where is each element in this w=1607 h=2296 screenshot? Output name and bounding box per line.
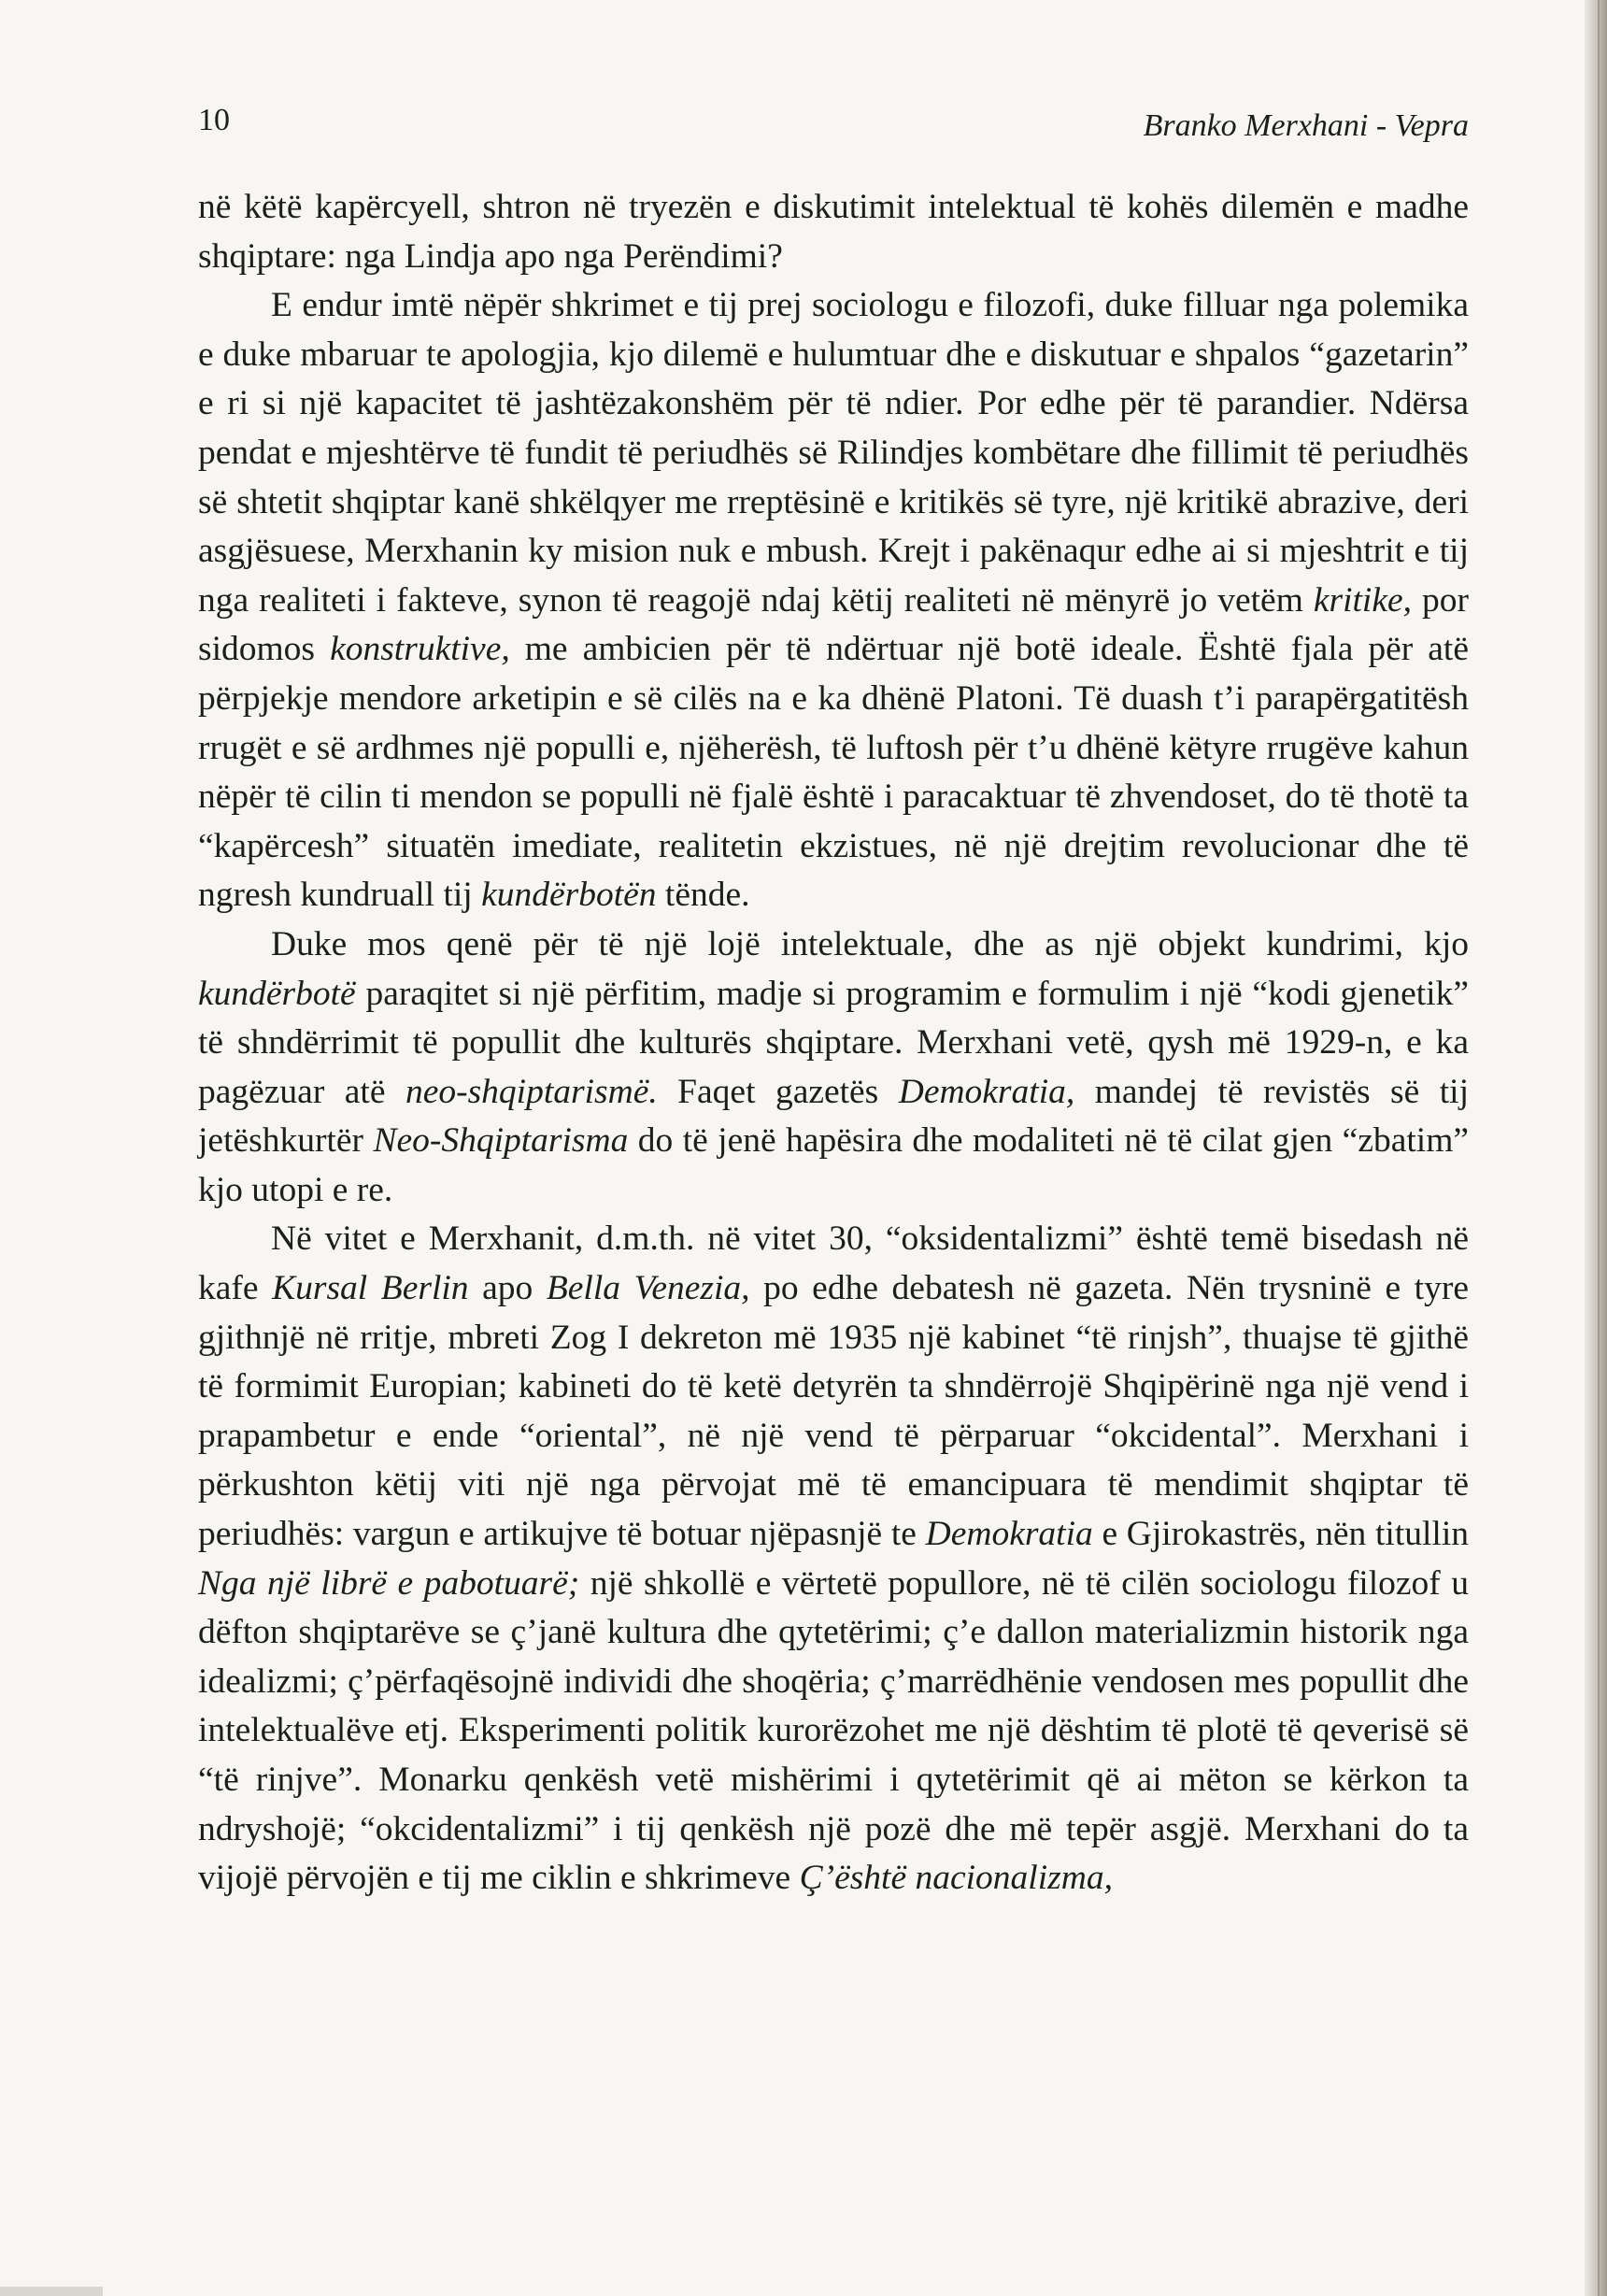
paragraph-2: [198, 281, 1469, 920]
paragraph-3-text-e: Faqet gazetës: [657, 1072, 899, 1111]
paragraph-3-italic-kunderbote: kundërbotë: [198, 974, 356, 1013]
paragraph-4: [198, 1215, 1469, 1903]
paragraph-4-text-c: apo: [468, 1269, 547, 1308]
page-number: 10: [198, 103, 230, 137]
paragraph-4-italic-kursal-berlin: Kursal Berlin: [272, 1269, 469, 1308]
paragraph-2-text-g: tënde.: [656, 876, 750, 915]
paragraph-2-text-c: por sidomos: [198, 580, 1469, 669]
paragraph-4-italic-demokratia: Demokratia: [925, 1515, 1093, 1554]
paragraph-3: [198, 920, 1469, 1216]
paragraph-2-italic-kunderboten: kundërbotën: [481, 876, 657, 915]
paragraph-2-text-a: E endur imtë nëpër shkrimet e tij prej sociologu e filozofi, duke filluar nga polemika e duke mbaruar te apologjia, kjo dilemë e hulumtuar dhe e diskutuar e shpalos “gazetarin” e ri si një kapacitet të jashtëzakonshëm për të ndier. Por edhe për të parandier. Ndërsa pendat e mjeshtërve të fundit të periudhës së Rilindjes kombëtare dhe fillimit të periudhës së shtetit shqiptar kanë shkëlqyer me rreptësinë e kritikës së tyre, një kritikë abrazive, deri asgjësuese, Merxhanin ky mision nuk e mbush. Krejt i pakënaqur edhe ai si mjeshtrit e tij nga realiteti i fakteve, synon të reagojë ndaj këtij realiteti në mënyrë jo vetëm: [198, 286, 1469, 620]
paragraph-2-italic-kritike: kritike,: [1313, 580, 1413, 620]
paragraph-3-text-i: do të jenë hapësira dhe modaliteti në të cilat gjen “zbatim” kjo utopi e re.: [198, 1121, 1470, 1209]
paragraph-3-text-g: mandej të revistës së tij jetëshkurtër: [198, 1072, 1469, 1161]
paragraph-4-text-a: Në vitet e Merxhanit, d.m.th. në vitet 30, “oksidentalizmi” është temë bisedash në kafe: [198, 1219, 1469, 1308]
page-header: [198, 103, 1469, 159]
paragraph-3-text-a: Duke mos qenë për të një lojë intelektuale, dhe as një objekt kundrimi, kjo: [271, 924, 1469, 963]
paragraph-1: në këtë kapërcyell, shtron në tryezën e diskutimit intelektual të kohës dilemën e madhe shqiptare: nga Lindja apo nga Perëndimi?: [198, 188, 1469, 276]
paragraph-4-text-e: po edhe debatesh në gazeta. Nën trysninë e tyre gjithnjë në rritje, mbreti Zog I dekreton më 1935 një kabinet “të rinjsh”, thuajse të gjithë të formimit Europian; kabineti do të ketë detyrën ta shndërrojë Shqipërinë nga një vend i prapambetur e ende “oriental”, në një vend të përparuar “okcidental”. Merxhani i përkushton këtij viti një nga përvojat më të emancipuara të mendimit shqiptar të periudhës: vargun e artikujve të botuar njëpasnjë te: [198, 1269, 1469, 1554]
page-edge-shadow: [1585, 0, 1607, 2296]
page-edge-line: [1598, 0, 1600, 2296]
paragraph-2-italic-konstruktive: konstruktive,: [330, 630, 510, 669]
body-text: [198, 183, 1469, 1904]
paragraph-4-italic-nga-nje-libre: Nga një librë e pabotuarë;: [198, 1563, 580, 1603]
paragraph-2-text-e: me ambicien për të ndërtuar një botë ideale. Është fjala për atë përpjekje mendore arketipin e së cilës na e ka dhënë Platoni. Të duash t’i parapërgatitësh rrugët e së ardhmes një populli e, njëherësh, të luftosh për t’u dhënë këtyre rrugëve kahun nëpër të cilin ti mendon se populli në fjalë është i paracaktuar të zhvendoset, do të thotë ta “kapërcesh” situatën imediate, realitetin ekzistues, në një drejtim revolucionar dhe të ngresh kundruall tij: [198, 630, 1469, 915]
paragraph-4-italic-cеshte-nacionalizma: Ç’është nacionalizma,: [799, 1859, 1113, 1898]
scan-smudge: [0, 2287, 103, 2296]
paragraph-4-text-i: një shkollë e vërtetë popullore, në të cilën sociologu filozof u dëfton shqiptarëve se ç’janë kultura dhe qytetërimi; ç’e dallon materializmin historik nga idealizmi; ç’përfaqësojnë individi dhe shoqëria; ç’marrëdhënie vendosen mes popullit dhe intelektualëve etj. Eksperimenti politik kurorëzohet me një dështim të plotë të qeverisë së “të rinjve”. Monarku qenkësh vetë mishërimi i qytetërimit që ai mëton se kërkon ta ndryshojë; “okcidentalizmi” i tij qenkësh një pozë dhe më tepër asgjë. Merxhani do ta vijojë përvojën e tij me ciklin e shkrimeve: [198, 1563, 1469, 1898]
paragraph-3-italic-neo-shqiptarisma: Neo-Shqiptarisma: [373, 1121, 629, 1161]
paragraph-3-text-c: paraqitet si një përfitim, madje si programim e formulim i një “kodi gjenetik” të shndërrimit të popullit dhe kulturës shqiptare. Merxhani vetë, qysh më 1929-n, e ka pagëzuar atë: [198, 974, 1469, 1111]
paragraph-4-italic-bella-venezia: Bella Venezia,: [546, 1269, 750, 1308]
paragraph-3-italic-demokratia: Demokratia,: [898, 1072, 1075, 1111]
paragraph-3-italic-neo-shqiptarisme: neo-shqiptarismë.: [405, 1072, 658, 1111]
running-head: Branko Merxhani - Vepra: [1143, 108, 1469, 143]
paragraph-4-text-g: e Gjirokastrës, nën titullin: [1092, 1515, 1469, 1554]
